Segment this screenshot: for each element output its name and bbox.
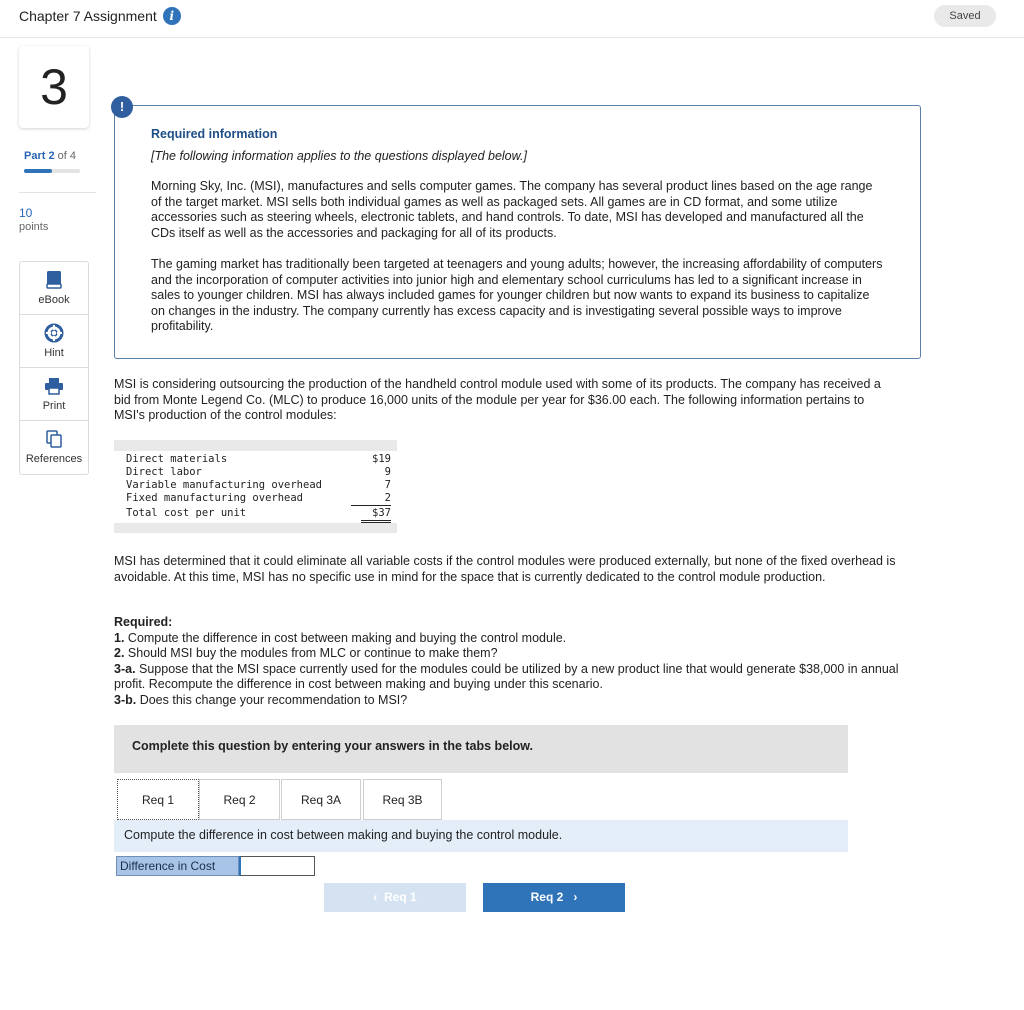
cost-row-total xyxy=(126,507,391,520)
required-item-text: Compute the difference in cost between making and buying the control module. xyxy=(124,630,567,645)
points-value: 10 xyxy=(19,206,33,220)
prev-req-label: Req 1 xyxy=(383,890,417,904)
required-list xyxy=(114,615,914,708)
required-item xyxy=(114,631,914,647)
difference-in-cost-row xyxy=(116,856,315,876)
copy-icon xyxy=(45,429,63,449)
required-info-title: Required information xyxy=(151,127,278,141)
required-item xyxy=(114,662,914,693)
assignment-title xyxy=(19,7,181,25)
required-information-box xyxy=(114,105,921,359)
prev-req-button[interactable] xyxy=(324,883,466,912)
cost-row-label: Fixed manufacturing overhead xyxy=(126,492,304,504)
required-item xyxy=(114,646,914,662)
tab-prompt: Compute the difference in cost between making and buying the control module. xyxy=(114,820,848,852)
part-progress-fill xyxy=(24,169,52,173)
cost-row xyxy=(126,479,391,492)
points-label: points xyxy=(19,221,49,233)
next-req-button[interactable] xyxy=(483,883,625,912)
required-title: Required: xyxy=(114,615,173,629)
info-icon[interactable]: i xyxy=(163,7,181,25)
alert-icon: ! xyxy=(111,96,133,118)
chevron-right-icon: › xyxy=(573,890,578,904)
required-info-subtitle: [The following information applies to the questions displayed below.] xyxy=(151,149,527,163)
book-icon xyxy=(45,270,63,290)
cost-row-label: Total cost per unit xyxy=(126,507,247,519)
lifebuoy-icon xyxy=(44,323,64,343)
part-of: of 4 xyxy=(57,150,77,162)
next-req-label: Req 2 xyxy=(530,890,564,904)
part-prefix: Part xyxy=(24,150,46,162)
difference-in-cost-label: Difference in Cost xyxy=(116,856,239,876)
ebook-label: eBook xyxy=(38,294,70,306)
print-label: Print xyxy=(42,400,66,412)
required-item-text: Suppose that the MSI space currently used for the modules could be utilized by a new product line that would generate $38,000 in annual profit. Recompute the difference in cost between making and buying under this scenario. xyxy=(114,661,899,691)
print-button[interactable] xyxy=(20,368,88,421)
info-paragraph-1: Morning Sky, Inc. (MSI), manufactures and sells computer games. The company has several product lines based on the age range of the target market. MSI sells both individual games as well as packaged sets. All games are in CD format, and some utilize accessories such as steering wheels, electronic tablets, and hand controls. To date, MSI has developed and manufactured all the CDs itself as well as the accessories and packaging for all of its products. xyxy=(151,179,873,240)
required-item-num: 1. xyxy=(114,630,125,645)
part-progress-bar xyxy=(24,169,80,173)
required-item xyxy=(114,693,914,709)
references-label: References xyxy=(25,453,83,465)
cost-table xyxy=(114,440,397,533)
required-item-text: Should MSI buy the modules from MLC or continue to make them? xyxy=(124,646,498,660)
cost-row xyxy=(126,492,391,505)
cost-row xyxy=(126,453,391,466)
required-item-text: Does this change your recommendation to MSI? xyxy=(136,692,408,707)
cost-row-label: Direct materials xyxy=(126,453,228,465)
top-bar xyxy=(0,0,1024,38)
cost-row-value: 2 xyxy=(351,492,391,506)
ebook-button[interactable] xyxy=(20,262,88,315)
question-number: 3 xyxy=(19,46,89,128)
cost-row-label: Variable manufacturing overhead xyxy=(126,479,322,491)
tab-req-1[interactable]: Req 1 xyxy=(117,779,199,820)
required-item-num: 2. xyxy=(114,646,125,660)
printer-icon xyxy=(44,376,64,396)
required-item-num: 3-b. xyxy=(114,692,137,707)
question-followup: MSI has determined that it could eliminate all variable costs if the control modules were produced externally, but none of the fixed overhead is avoidable. At this time, MSI has no specific use in mind for the space that is currently dedicated to the control module production. xyxy=(114,554,896,584)
cost-row-value: 9 xyxy=(384,466,391,478)
hint-button[interactable] xyxy=(20,315,88,368)
complete-instruction-bar: Complete this question by entering your answers in the tabs below. xyxy=(114,725,848,773)
tab-req-3b[interactable]: Req 3B xyxy=(363,779,442,820)
required-item-num: 3-a. xyxy=(114,661,136,676)
difference-in-cost-input[interactable] xyxy=(239,856,315,876)
cost-row-value: $19 xyxy=(372,453,391,465)
saved-status-badge: Saved xyxy=(934,5,996,27)
tools-panel xyxy=(19,261,89,475)
cost-row-value: 7 xyxy=(384,479,391,491)
tab-req-3a[interactable]: Req 3A xyxy=(281,779,361,820)
question-intro: MSI is considering outsourcing the production of the handheld control module used with some of its products. The company has received a bid from Monte Legend Co. (MLC) to produce 16,000 units of the module per year for $36.00 each. The following information pertains to MSI's production of the control modules: xyxy=(114,377,881,422)
part-indicator xyxy=(24,150,76,162)
cost-row xyxy=(126,466,391,479)
sidebar-divider xyxy=(19,192,96,193)
cost-table-body xyxy=(114,451,397,523)
part-current: 2 xyxy=(48,150,55,162)
assignment-title-text: Chapter 7 Assignment xyxy=(19,8,157,24)
hint-label: Hint xyxy=(44,347,64,359)
tab-req-2[interactable]: Req 2 xyxy=(199,779,280,820)
references-button[interactable] xyxy=(20,421,88,474)
cost-row-value: $37 xyxy=(361,507,391,523)
cost-row-label: Direct labor xyxy=(126,466,202,478)
info-paragraph-2: The gaming market has traditionally been targeted at teenagers and young adults; however, the increasing affordability of computers and the incorporation of computer activities into junior high and elementary school curriculums has led to a significant increase in sales to younger children. MSI has always included games for younger children but now wants to expand its business to capitalize on changes in the industry. The company currently has excess capacity and is investigating several possible ways to improve profitability. xyxy=(151,257,883,333)
chevron-left-icon: ‹ xyxy=(373,890,378,904)
